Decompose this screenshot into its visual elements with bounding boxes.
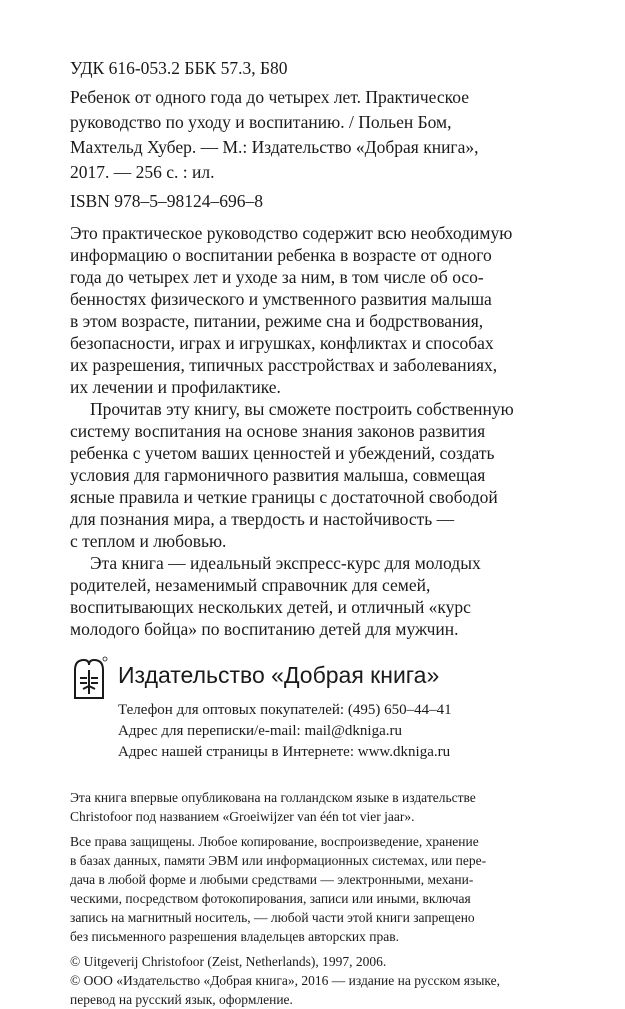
paragraph-line: ясные правила и четкие границы с достаточной свободой: [70, 487, 498, 507]
legal-line: запись на магнитный носитель, — любой части этой книги запрещено: [70, 910, 475, 925]
paragraph-line: безопасности, играх и игрушках, конфликтах и способах: [70, 333, 494, 353]
legal-line: Эта книга впервые опубликована на голландском языке в издательстве: [70, 790, 476, 805]
copyright-russian: © ООО «Издательство «Добрая книга», 2016 — издание на русском языке,: [70, 973, 501, 988]
copyright-notices: [70, 952, 570, 1009]
paragraph-line: молодого бойца» по воспитанию детей для мужчин.: [70, 619, 459, 639]
legal-line: дача в любой форме и любыми средствами — электронными, механи-: [70, 872, 474, 887]
copyright-russian: перевод на русский язык, оформление.: [70, 992, 293, 1007]
paragraph-line: в этом возрасте, питании, режиме сна и бодрствования,: [70, 311, 484, 331]
legal-line: в базах данных, памяти ЭВМ или информационных системах, или пере-: [70, 853, 487, 868]
paragraph-line: для познания мира, а твердость и настойчивость —: [70, 509, 455, 529]
copyright-original: © Uitgeverij Christofoor (Zeist, Netherlands), 1997, 2006.: [70, 954, 387, 969]
publisher-block: [70, 656, 570, 776]
imprint-page: [70, 56, 570, 1009]
rights-notice: [70, 832, 570, 946]
publisher-book-logo-icon: [70, 656, 108, 702]
paragraph-line: года до четырех лет и уходе за ним, в том числе об осо-: [70, 267, 484, 287]
legal-line: без письменного разрешения владельцев авторских прав.: [70, 929, 399, 944]
publisher-phone: Телефон для оптовых покупателей: (495) 650–44–41: [118, 702, 452, 718]
paragraph-line: с теплом и любовью.: [70, 531, 227, 551]
publisher-name: Издательство «Добрая книга»: [118, 662, 440, 688]
paragraph-line: их лечении и профилактике.: [70, 377, 281, 397]
paragraph-line: бенностях физического и умственного развития малыша: [70, 289, 492, 309]
paragraph-line: ребенка с учетом ваших ценностей и убеждений, создать: [70, 443, 495, 463]
annotation-paragraph: [70, 398, 570, 552]
book-description: [70, 85, 570, 185]
bibliographic-record: [70, 56, 570, 214]
paragraph-line: воспитывающих нескольких детей, и отличный «курс: [70, 597, 471, 617]
legal-notices: [70, 788, 570, 1009]
description-line: 2017. — 256 с. : ил.: [70, 162, 215, 182]
udk-bbk-code: УДК 616-053.2 ББК 57.3, Б80: [70, 58, 288, 78]
description-line: Ребенок от одного года до четырех лет. Практическое: [70, 87, 469, 107]
publisher-website: Адрес нашей страницы в Интернете: www.dkniga.ru: [118, 744, 451, 760]
paragraph-line: Прочитав эту книгу, вы сможете построить собственную: [90, 399, 514, 419]
paragraph-line: Это практическое руководство содержит всю необходимую: [70, 223, 513, 243]
legal-line: Все права защищены. Любое копирование, воспроизведение, хранение: [70, 834, 479, 849]
paragraph-line: родителей, незаменимый справочник для семей,: [70, 575, 431, 595]
publisher-email: Адрес для переписки/e-mail: mail@dkniga.ru: [118, 723, 402, 739]
legal-line: Christofoor под названием «Groeiwijzer van één tot vier jaar».: [70, 809, 415, 824]
description-line: Махтельд Хубер. — М.: Издательство «Добрая книга»,: [70, 137, 479, 157]
legal-line: ческими, посредством фотокопирования, записи или иными, включая: [70, 891, 471, 906]
annotation: [70, 222, 570, 640]
publisher-contacts: [118, 700, 452, 763]
paragraph-line: их разрешения, типичных расстройствах и заболеваниях,: [70, 355, 498, 375]
description-line: руководство по уходу и воспитанию. / Польен Бом,: [70, 112, 452, 132]
paragraph-line: Эта книга — идеальный экспресс-курс для молодых: [90, 553, 481, 573]
annotation-paragraph: [70, 552, 570, 640]
annotation-paragraph: [70, 222, 570, 398]
first-publication-note: [70, 788, 570, 826]
isbn: ISBN 978–5–98124–696–8: [70, 191, 263, 211]
paragraph-line: условия для гармоничного развития малыша, совмещая: [70, 465, 486, 485]
paragraph-line: систему воспитания на основе знания законов развития: [70, 421, 486, 441]
paragraph-line: информацию о воспитании ребенка в возрасте от одного: [70, 245, 492, 265]
